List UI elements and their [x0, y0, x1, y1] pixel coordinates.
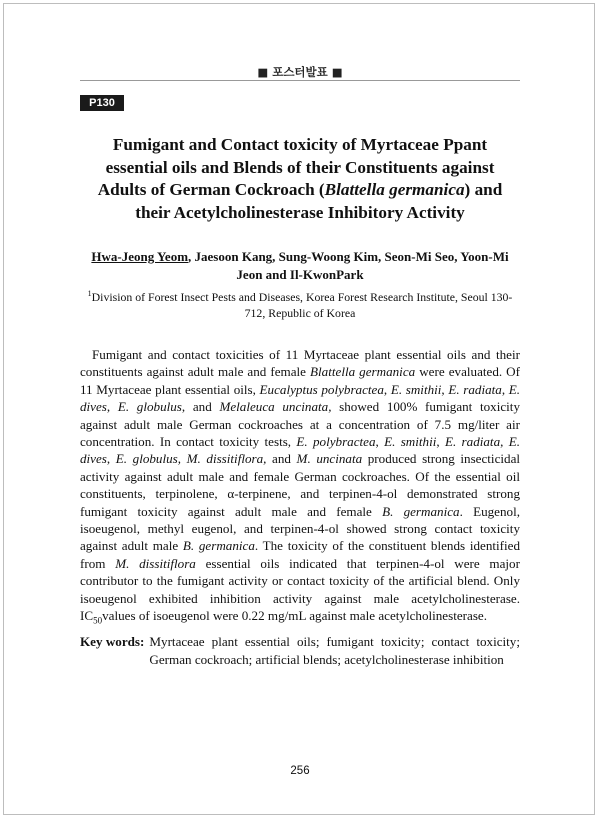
abstract-italic: E. radiata [448, 381, 502, 397]
abstract-italic: B. germanica [382, 503, 460, 519]
abstract-text: , [500, 434, 509, 450]
abstract-body [80, 346, 520, 630]
abstract-text: , [106, 451, 116, 467]
abstract-text: , [375, 434, 385, 450]
abstract-text: values of isoeugenol were 0.22 mg/mL against male acetylcholinesterase. [102, 608, 488, 624]
poster-code-badge: P130 [80, 95, 124, 111]
abstract-text: , [441, 381, 449, 397]
abstract-italic: Eucalyptus polybractea [259, 381, 384, 397]
abstract-text: produced strong insecticidal activity against adult male and female German cockroaches. Of the essential oil constituents, terpinolene, α-terpinene, and terpinen-4-ol demonstrated strong fumigant toxicity against adult male and female [80, 451, 521, 519]
keywords [80, 633, 520, 669]
keywords-text: Myrtaceae plant essential oils; fumigant toxicity; contact toxicity; German cockroach; artificial blends; acetylcholinesterase inhibition [149, 634, 520, 667]
abstract-text: were evaluated. Of 11 Myrtaceae plant essential oils, [80, 364, 521, 397]
page-number: 256 [290, 765, 310, 777]
abstract-text: , [383, 381, 391, 397]
abstract-text: , [106, 399, 118, 415]
author-list [80, 248, 520, 284]
affiliation-text: Division of Forest Insect Pests and Diseases, Korea Forest Research Institute, Seoul 130-712, Republic of Korea [91, 289, 513, 320]
abstract-italic: B. germanica [182, 538, 255, 554]
affiliation-marker: 1 [87, 289, 92, 298]
title-text-part1: Fumigant and Contact toxicity of Myrtaceae Ppant essential oils and Blends of their Constituents against Adults of German Cockroach ( [97, 135, 495, 199]
abstract-italic: Melaleuca uncinata, [219, 399, 332, 415]
abstract-italic: E. dives [80, 381, 521, 415]
presenting-author: Hwa-Jeong Yeom [91, 249, 189, 264]
abstract-subscript: 50 [93, 615, 103, 626]
affiliation [80, 286, 520, 321]
paper-title [80, 134, 520, 224]
abstract-text: , [436, 434, 445, 450]
abstract-italic: E. radiata [444, 434, 501, 450]
title-text-part2: ) and their Acetylcholinesterase Inhibitory Activity [135, 180, 503, 222]
section-header: ■ 포스터발표 ■ [257, 65, 343, 79]
title-species-name: Blattella germanica [324, 180, 465, 199]
abstract-italic: E. polybractea [296, 434, 376, 450]
abstract-text: essential oils indicated that terpinen-4-ol were major contributor to the fumigant activity or contact toxicity of the artificial blend. Only isoeugenol exhibited inhibition activity against male acetylcholinesterase. IC [80, 555, 520, 624]
co-authors: , Jaesoon Kang, Sung-Woong Kim, Seon-Mi Seo, Yoon-Mi Jeon and Il-KwonPark [188, 249, 509, 282]
abstract-text: . The toxicity of the constituent blends identified from [80, 538, 521, 571]
abstract-text: , and [181, 399, 220, 415]
abstract-italic: E. dives [80, 434, 520, 467]
abstract-italic: E. smithii [390, 381, 442, 397]
abstract-text: , [501, 381, 509, 397]
abstract-italic: M. uncinata [296, 451, 363, 467]
abstract-text: Fumigant and contact toxicities of 11 Myrtaceae plant essential oils and their constituents against adult male and female [80, 347, 520, 380]
abstract-italic: E. smithii [384, 434, 437, 450]
header-divider [80, 80, 520, 81]
abstract-text: showed 100% fumigant toxicity against adult male German cockroaches at a concentration of 7.5 mg/liter air concentration. In contact toxicity tests, [80, 399, 520, 450]
abstract-text: and [266, 451, 297, 467]
abstract-italic: M. dissitiflora [115, 555, 196, 571]
abstract-italic: Blattella germanica [310, 364, 416, 380]
abstract-italic: E. globulus [117, 399, 182, 415]
abstract-text: . Eugenol, isoeugenol, methyl eugenol, and terpinen-4-ol showed strong contact toxicity against adult male [80, 503, 520, 554]
abstract-italic: E. globulus, M. dissitiflora, [115, 451, 267, 467]
keywords-label: Key words: [80, 634, 145, 649]
